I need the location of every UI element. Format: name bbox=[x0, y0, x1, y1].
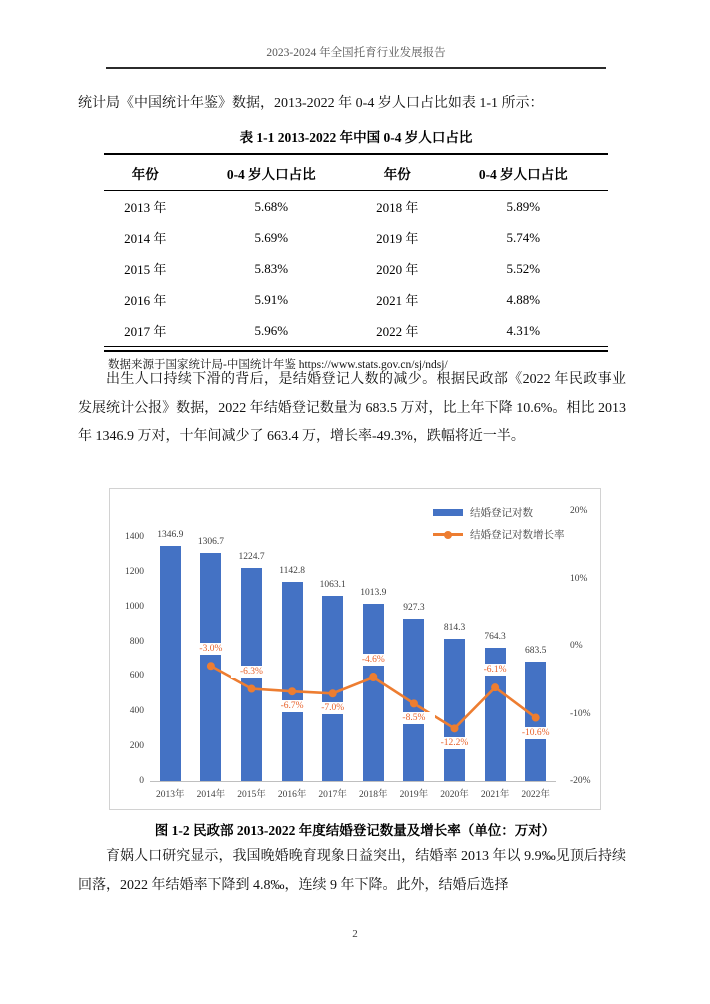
table-cell: 2017 年 bbox=[124, 324, 167, 339]
y-axis-tick: 1000 bbox=[125, 601, 144, 612]
table-cell: 5.91% bbox=[254, 291, 289, 307]
line-value-label: -6.7% bbox=[271, 700, 313, 712]
x-axis-label: 2021年 bbox=[480, 790, 510, 800]
x-axis-label: 2022年 bbox=[521, 790, 550, 800]
legend-label: 结婚登记对数 bbox=[470, 508, 533, 519]
column-header: 0-4 岁人口占比 bbox=[187, 154, 356, 191]
table-cell: 2016 年 bbox=[124, 293, 167, 308]
line-value-label: -4.6% bbox=[352, 654, 394, 666]
x-axis-label: 2019年 bbox=[399, 790, 429, 800]
line-marker-icon bbox=[444, 531, 452, 539]
page-header bbox=[106, 44, 606, 69]
table-cell: 5.52% bbox=[506, 260, 541, 276]
bar-value-label: 1346.9 bbox=[157, 530, 184, 541]
right-axis-tick: 0% bbox=[570, 641, 583, 651]
line-marker bbox=[491, 683, 499, 691]
marriage-chart bbox=[109, 488, 601, 810]
table-cell: 2013 年 bbox=[124, 200, 167, 215]
table-header-row bbox=[104, 154, 608, 191]
table-cell: 2018 年 bbox=[376, 200, 419, 215]
bar-value-label: 764.3 bbox=[484, 631, 506, 642]
line-value-label: -7.0% bbox=[312, 702, 354, 714]
right-axis-tick: -20% bbox=[570, 776, 591, 786]
x-axis-label: 2015年 bbox=[237, 790, 266, 800]
table-cell: 5.68% bbox=[254, 198, 289, 214]
legend-item-bars bbox=[433, 505, 565, 520]
y-axis-tick: 0 bbox=[139, 776, 144, 786]
line-value-label: -10.6% bbox=[515, 727, 557, 739]
line-marker bbox=[532, 714, 540, 722]
table-row bbox=[104, 191, 608, 223]
table-cell: 5.89% bbox=[506, 198, 541, 214]
x-axis-label: 2020年 bbox=[440, 790, 469, 800]
line-value-label: -6.1% bbox=[474, 664, 516, 676]
y-axis-tick: 1200 bbox=[125, 566, 144, 577]
bar-value-label: 683.5 bbox=[525, 645, 547, 656]
x-axis-label: 2017年 bbox=[318, 790, 347, 800]
table-cell: 2019 年 bbox=[376, 231, 419, 246]
line-marker bbox=[329, 689, 337, 697]
y-axis-tick: 600 bbox=[129, 671, 144, 682]
table-row bbox=[104, 222, 608, 253]
line-marker bbox=[410, 699, 418, 707]
table-cell: 2021 年 bbox=[376, 293, 419, 308]
bar-value-label: 1063.1 bbox=[319, 579, 346, 590]
page-number: 2 bbox=[352, 928, 358, 940]
line-marker bbox=[288, 687, 296, 695]
y-axis-tick: 1400 bbox=[125, 532, 144, 543]
x-axis-label: 2018年 bbox=[359, 790, 388, 800]
table-cell: 2020 年 bbox=[376, 262, 419, 277]
bar-value-label: 1224.7 bbox=[238, 551, 265, 562]
legend-item-line bbox=[433, 527, 565, 542]
y-axis-tick: 800 bbox=[129, 636, 144, 647]
population-table bbox=[104, 153, 608, 346]
bar-value-label: 1142.8 bbox=[279, 565, 305, 576]
line-value-label: -8.5% bbox=[393, 712, 435, 724]
paragraph-yuwa: 育娲人口研究显示，我国晚婚晚育现象日益突出，结婚率 2013 年以 9.9‰见顶后持续回落，2022 年结婚率下降到 4.8‰，连续 9 年下降。此外，结婚后选择 bbox=[78, 849, 626, 893]
table-bottom-rule bbox=[104, 346, 608, 352]
line-value-label: -6.3% bbox=[231, 666, 273, 678]
bar-series-swatch bbox=[433, 509, 463, 516]
table-cell: 4.31% bbox=[506, 322, 541, 338]
table-row bbox=[104, 253, 608, 284]
table-row bbox=[104, 315, 608, 346]
header-title: 2023-2024 年全国托育行业发展报告 bbox=[266, 47, 446, 59]
paragraph-intro: 统计局《中国统计年鉴》数据，2013-2022 年 0-4 岁人口占比如表 1-1 所示： bbox=[78, 96, 544, 111]
population-table-block bbox=[104, 126, 608, 372]
column-header: 年份 bbox=[356, 154, 439, 191]
figure-1-2 bbox=[78, 488, 632, 839]
chart-legend bbox=[433, 505, 565, 542]
line-marker bbox=[369, 673, 377, 681]
table-cell: 4.88% bbox=[506, 291, 541, 307]
paragraph-marriage: 出生人口持续下滑的背后，是结婚登记人数的减少。根据民政部《2022 年民政事业发展统计公报》数据，2022 年结婚登记数量为 683.5 万对，比上年下降 10.6%。相比 2013 年 1346.9 万对，十年间减少了 663.4 万，增长率-49.3%，跌幅将近一半。 bbox=[78, 372, 626, 444]
line-value-label: -12.2% bbox=[434, 737, 476, 749]
y-axis-tick: 200 bbox=[129, 741, 144, 752]
table-cell: 5.74% bbox=[506, 229, 541, 245]
table-cell: 5.69% bbox=[254, 229, 289, 245]
figure-caption: 图 1-2 民政部 2013-2022 年度结婚登记数量及增长率（单位：万对） bbox=[154, 823, 556, 838]
table-cell: 5.83% bbox=[254, 260, 289, 276]
right-axis-tick: 20% bbox=[570, 506, 588, 516]
x-axis-label: 2014年 bbox=[196, 790, 226, 800]
bar-value-label: 1013.9 bbox=[360, 588, 387, 599]
column-header: 年份 bbox=[104, 154, 187, 191]
bar-value-label: 1306.7 bbox=[197, 537, 224, 548]
table-body bbox=[104, 191, 608, 347]
bar-value-label: 814.3 bbox=[443, 623, 466, 634]
table-cell: 2015 年 bbox=[124, 262, 167, 277]
line-value-label: -3.0% bbox=[190, 643, 232, 655]
table-title: 表 1-1 2013-2022 年中国 0-4 岁人口占比 bbox=[239, 130, 473, 145]
line-marker bbox=[207, 662, 215, 670]
table-source-note: 数据来源于国家统计局-中国统计年鉴 https://www.stats.gov.cn/sj/ndsj/ bbox=[108, 359, 448, 371]
bar-value-label: 927.3 bbox=[403, 603, 425, 614]
column-header: 0-4 岁人口占比 bbox=[439, 154, 608, 191]
table-cell: 2014 年 bbox=[124, 231, 167, 246]
x-axis-label: 2016年 bbox=[277, 790, 307, 800]
table-cell: 5.96% bbox=[254, 322, 289, 338]
right-axis-tick: -10% bbox=[570, 708, 591, 719]
y-axis-tick: 400 bbox=[129, 706, 144, 717]
table-cell: 2022 年 bbox=[376, 324, 419, 339]
right-axis-tick: 10% bbox=[570, 573, 588, 584]
line-marker bbox=[451, 724, 459, 732]
line-marker bbox=[248, 685, 256, 693]
legend-label: 结婚登记对数增长率 bbox=[470, 530, 565, 541]
line-series-swatch bbox=[433, 533, 463, 536]
x-axis-label: 2013年 bbox=[156, 790, 185, 800]
table-row bbox=[104, 284, 608, 315]
